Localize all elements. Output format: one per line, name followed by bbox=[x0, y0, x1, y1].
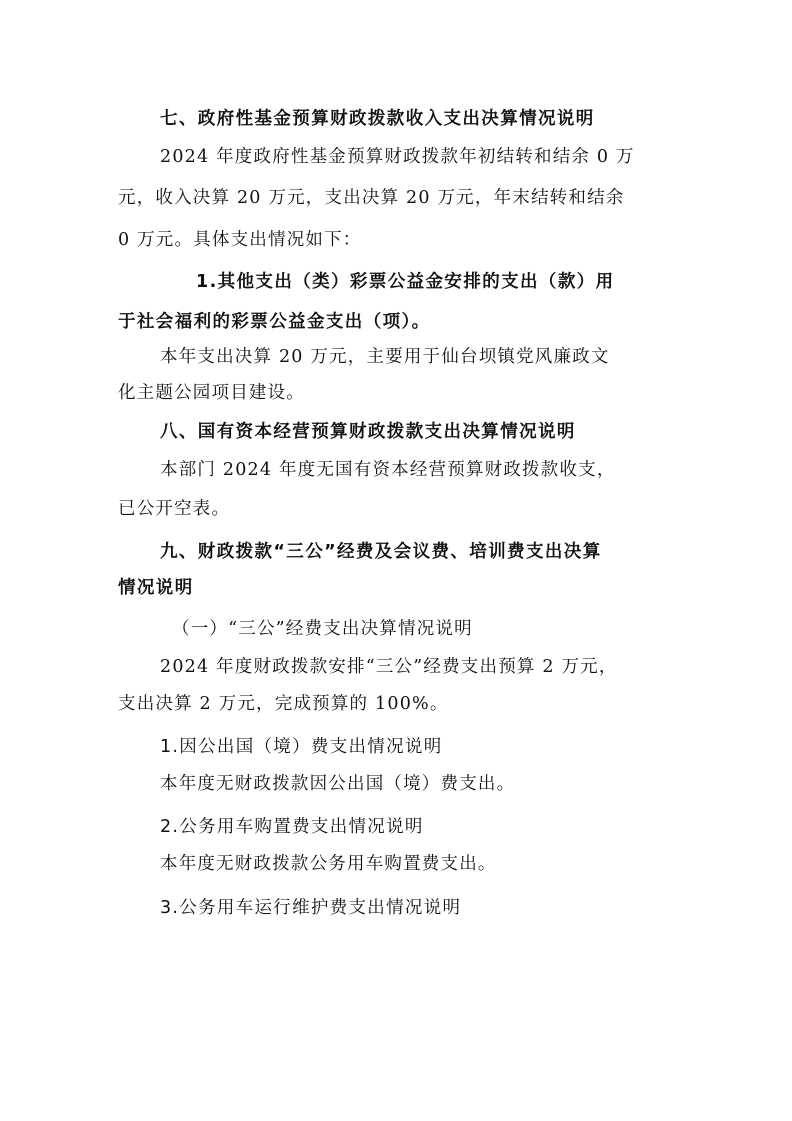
section8-para-line2: 已公开空表。 bbox=[118, 499, 231, 519]
section8-heading: 八、国有资本经营预算财政拨款支出决算情况说明 bbox=[160, 422, 576, 442]
section9-item2-title: 2.公务用车购置费支出情况说明 bbox=[160, 817, 424, 837]
section9-item1-text: 本年度无财政拨款因公出国（境）费支出。 bbox=[160, 774, 516, 794]
section9-sub1-title: （一）“三公”经费支出决算情况说明 bbox=[172, 619, 473, 639]
section9-sub1-para-line1: 2024 年度财政拨款安排“三公”经费支出预算 2 万元， bbox=[160, 657, 618, 677]
section9-item2-text: 本年度无财政拨款公务用车购置费支出。 bbox=[160, 854, 497, 874]
section7-item1-title-line2: 于社会福利的彩票公益金支出（项）。 bbox=[118, 312, 431, 332]
section7-para-line1: 2024 年度政府性基金预算财政拨款年初结转和结余 0 万 bbox=[160, 147, 635, 167]
section7-item1-desc-line1: 本年支出决算 20 万元，主要用于仙台坝镇党风廉政文 bbox=[160, 347, 610, 367]
section8-para-line1: 本部门 2024 年度无国有资本经营预算财政拨款收支， bbox=[160, 460, 616, 480]
section9-item3-title: 3.公务用车运行维护费支出情况说明 bbox=[160, 898, 462, 918]
section7-para-line2: 元，收入决算 20 万元，支出决算 20 万元，年末结转和结余 bbox=[118, 188, 625, 208]
section7-heading: 七、政府性基金预算财政拨款收入支出决算情况说明 bbox=[160, 109, 595, 129]
section9-item1-title: 1.因公出国（境）费支出情况说明 bbox=[160, 737, 443, 757]
section7-item1-title-line1: 1.其他支出（类）彩票公益金安排的支出（款）用 bbox=[196, 272, 615, 292]
section7-item1-desc-line2: 化主题公园项目建设。 bbox=[118, 383, 305, 403]
section7-para-line3: 0 万元。具体支出情况如下： bbox=[118, 230, 362, 250]
section9-heading-line1: 九、财政拨款“三公”经费及会议费、培训费支出决算 bbox=[160, 542, 602, 562]
section9-sub1-para-line2: 支出决算 2 万元，完成预算的 100%。 bbox=[118, 694, 449, 714]
section9-heading-line2: 情况说明 bbox=[118, 578, 194, 598]
